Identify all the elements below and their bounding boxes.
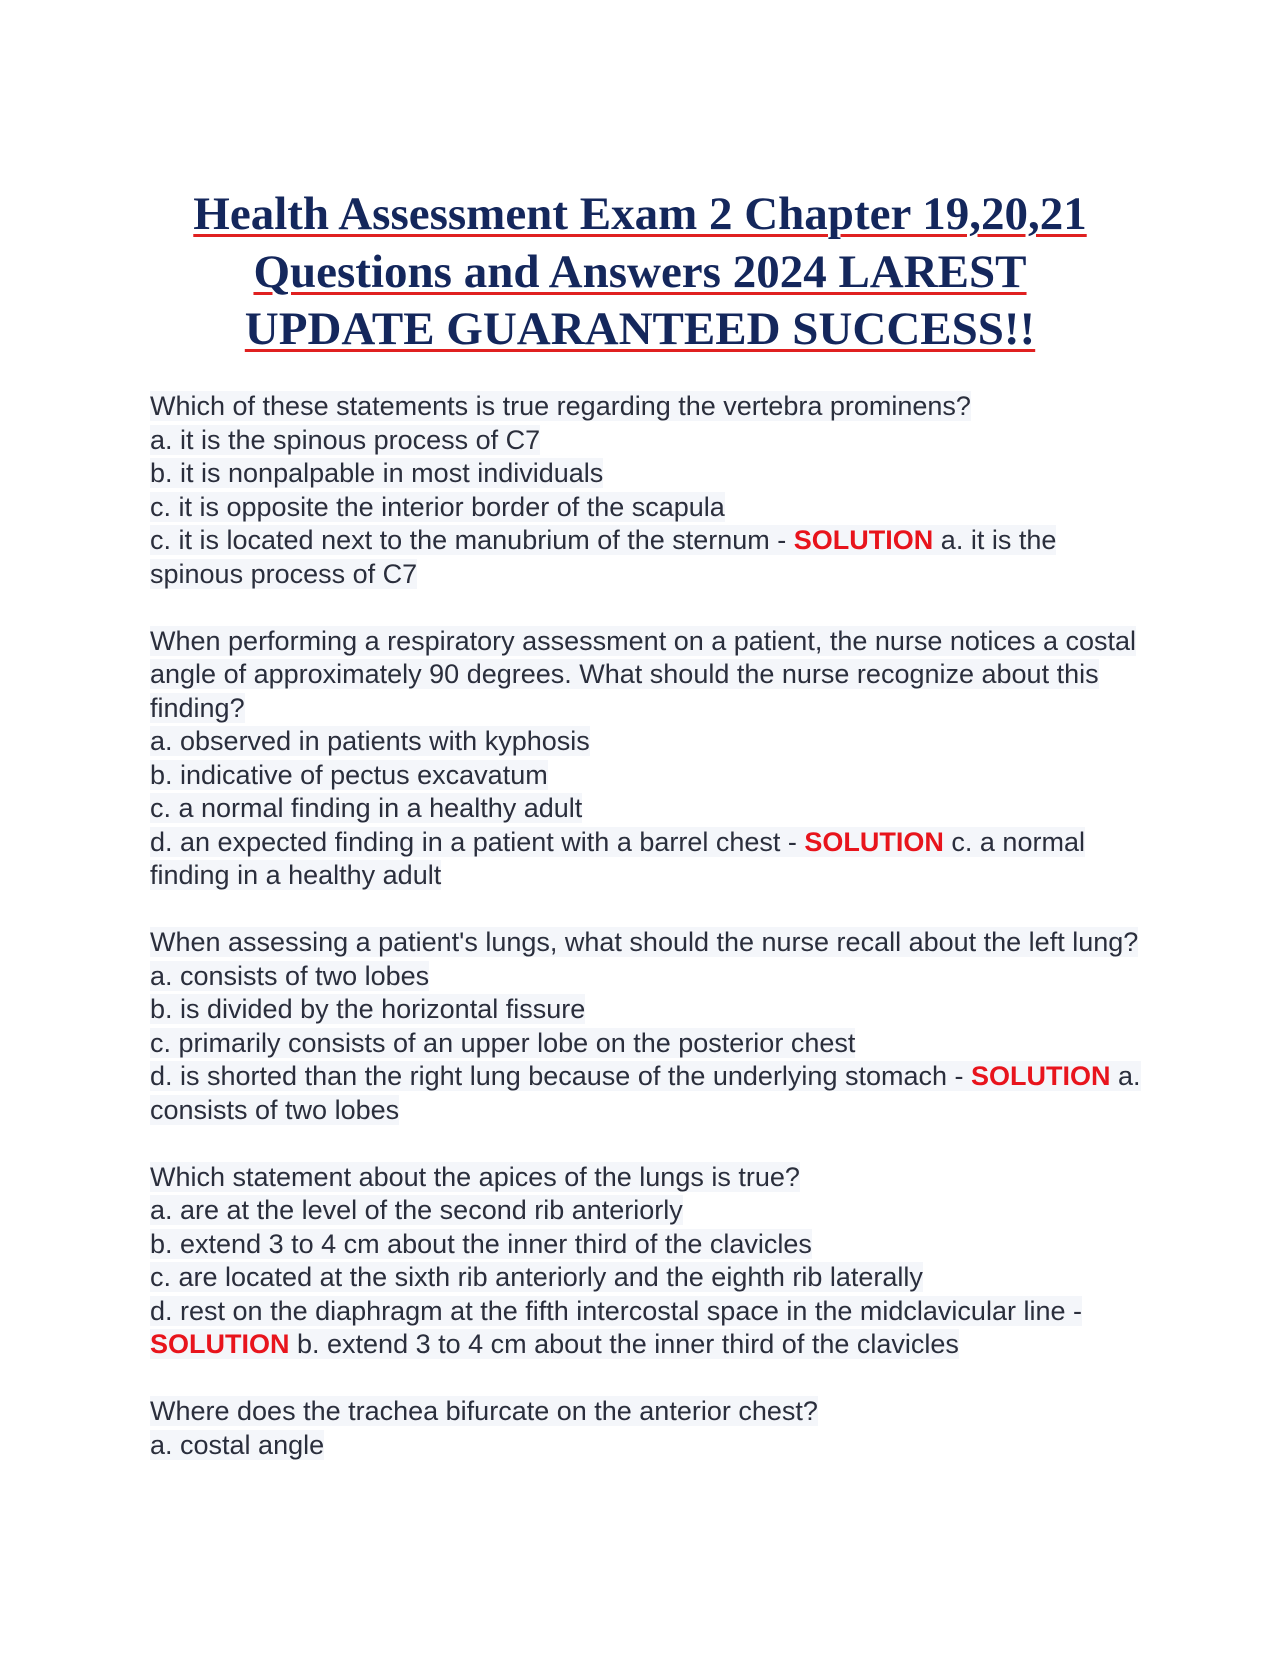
answer-option-with-solution [150, 1295, 1150, 1362]
solution-answer: a. it is the spinous process of C7 [150, 525, 1057, 589]
question-text: Which of these statements is true regarding the vertebra prominens? [150, 391, 971, 421]
question-block [150, 1395, 1150, 1462]
answer-option-text: c. it is located next to the manubrium of the sternum - [150, 525, 794, 555]
answer-option: a. observed in patients with kyphosis [150, 726, 590, 756]
solution-answer: c. a normal finding in a healthy adult [150, 826, 1085, 890]
answer-option: a. it is the spinous process of C7 [150, 424, 541, 455]
answer-option-with-solution [150, 524, 1150, 591]
title-line-1: Health Assessment Exam 2 Chapter 19,20,21 [193, 188, 1087, 240]
answer-option: c. are located at the sixth rib anteriorly and the eighth rib laterally [150, 1262, 923, 1292]
question-text: Which statement about the apices of the lungs is true? [150, 1161, 800, 1192]
title-line-3: UPDATE GUARANTEED SUCCESS!! [244, 303, 1036, 355]
answer-option: c. primarily consists of an upper lobe on the posterior chest [150, 1027, 856, 1058]
answer-option: b. extend 3 to 4 cm about the inner third of the clavicles [150, 1228, 812, 1259]
answer-option-text: d. rest on the diaphragm at the fifth intercostal space in the midclavicular line - [150, 1295, 1082, 1326]
solution-label: SOLUTION [793, 525, 934, 555]
solution-label: SOLUTION [971, 1061, 1111, 1091]
answer-option: b. it is nonpalpable in most individuals [150, 458, 604, 488]
solution-answer: a. consists of two lobes [150, 1061, 1141, 1125]
answer-option: b. indicative of pectus excavatum [150, 759, 548, 790]
answer-option: a. costal angle [150, 1429, 325, 1460]
question-block [150, 1161, 1150, 1362]
question-block [150, 390, 1150, 591]
solution-label: SOLUTION [150, 1329, 290, 1359]
solution-label: SOLUTION [804, 826, 944, 857]
solution-answer: b. extend 3 to 4 cm about the inner third of the clavicles [289, 1329, 959, 1359]
answer-option: a. consists of two lobes [150, 960, 430, 991]
answer-option-text: d. is shorted than the right lung because of the underlying stomach - [150, 1061, 971, 1091]
answer-option: c. a normal finding in a healthy adult [150, 793, 583, 823]
answer-option-text: d. an expected finding in a patient with a barrel chest - [150, 826, 805, 857]
question-text: When performing a respiratory assessment on a patient, the nurse notices a costal angle of approximately 90 degrees. What should the nurse recognize about this finding? [150, 625, 1137, 723]
answer-option: b. is divided by the horizontal fissure [150, 994, 586, 1024]
title-line-2: Questions and Answers 2024 LAREST [253, 245, 1027, 298]
question-text: When assessing a patient's lungs, what should the nurse recall about the left lung? [150, 927, 1139, 957]
question-list [150, 390, 1150, 1496]
document-title [120, 186, 1160, 359]
answer-option-with-solution [150, 826, 1150, 893]
question-block [150, 625, 1150, 893]
question-text: Where does the trachea bifurcate on the anterior chest? [150, 1396, 818, 1426]
question-block [150, 926, 1150, 1127]
answer-option-with-solution [150, 1060, 1150, 1127]
answer-option: c. it is opposite the interior border of the scapula [150, 491, 725, 522]
answer-option: a. are at the level of the second rib anteriorly [150, 1195, 683, 1225]
